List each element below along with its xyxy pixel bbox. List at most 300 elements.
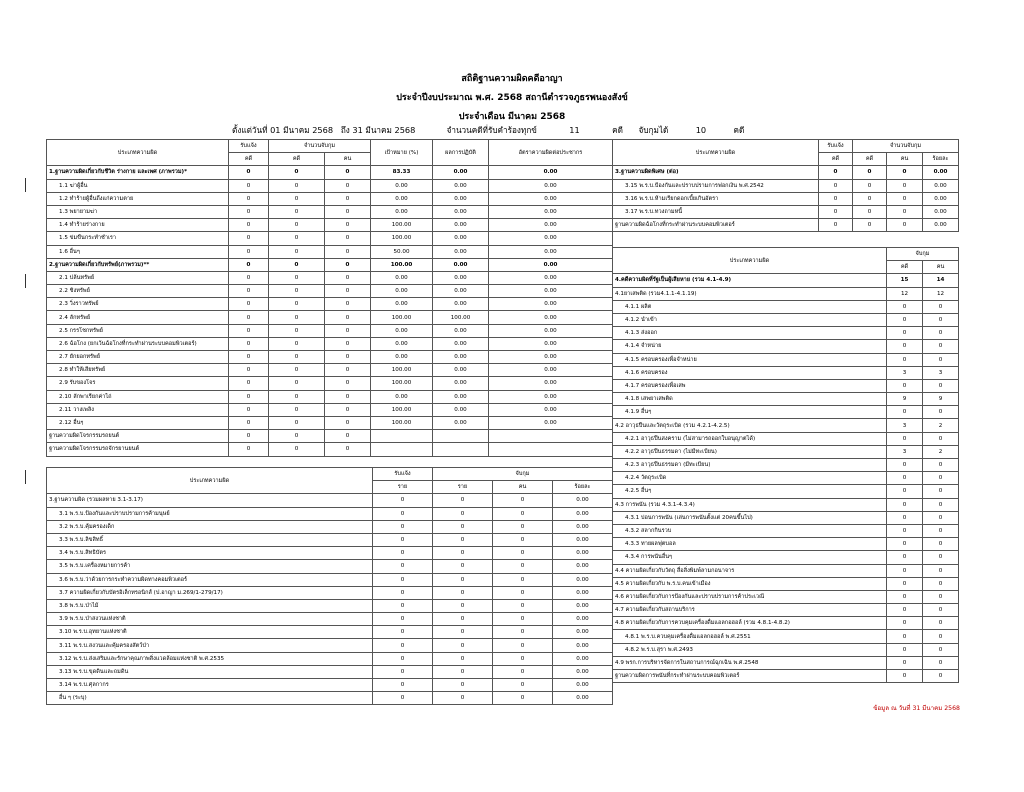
row-label: 2.1 ปล้นทรัพย์	[47, 271, 229, 284]
row-value: 0.00	[553, 586, 613, 599]
table-row	[613, 313, 959, 326]
row-value: 0	[229, 271, 269, 284]
table-row	[47, 507, 613, 520]
row-label: 2.5 กรรโชกทรัพย์	[47, 324, 229, 337]
row-value: 12	[887, 287, 923, 300]
row-value: 0	[229, 192, 269, 205]
row-value: 0	[269, 271, 325, 284]
row-value: 50.00	[371, 245, 433, 258]
row-value: 0	[433, 692, 493, 705]
row-value	[433, 443, 489, 456]
row-value: 0	[269, 403, 325, 416]
table-row	[613, 340, 959, 353]
row-value: 0	[373, 652, 433, 665]
row-value: 0	[887, 179, 923, 192]
table-row	[47, 494, 613, 507]
table-row	[47, 613, 613, 626]
margin-marker	[25, 178, 26, 192]
row-label: อื่น ๆ (ระบุ)	[47, 692, 373, 705]
row-value: 0	[325, 416, 371, 429]
row-label: 1.6 อื่นๆ	[47, 245, 229, 258]
header-reported: รับแจ้ง	[229, 140, 269, 153]
row-value: 0	[325, 311, 371, 324]
row-value: 0	[887, 670, 923, 683]
row-value: 0	[269, 311, 325, 324]
row-label: 4.1.5 ครอบครองเพื่อจำหน่าย	[613, 353, 887, 366]
row-label: 4.2.5 อื่นๆ	[613, 485, 887, 498]
row-value: 0	[269, 324, 325, 337]
table-row	[47, 364, 613, 377]
table-row	[613, 511, 959, 524]
row-value: 0	[433, 533, 493, 546]
row-label: 2.6 ฉ้อโกง (ยกเว้นฉ้อโกงที่กระทำผ่านระบบคอมพิวเตอร์)	[47, 337, 229, 350]
row-value: 0.00	[371, 179, 433, 192]
row-label: 1.5 ข่มขืนกระทำชำเรา	[47, 232, 229, 245]
row-value: 3	[923, 366, 959, 379]
table-row	[613, 617, 959, 630]
row-value: 0	[433, 560, 493, 573]
row-value: 0.00	[923, 219, 959, 232]
row-value: 0	[887, 551, 923, 564]
table-row	[613, 366, 959, 379]
header-crime-type: ประเภทความผิด	[47, 468, 373, 494]
row-value: 0.00	[553, 652, 613, 665]
header-count: ราย	[433, 481, 493, 494]
row-label: 3.10 พ.ร.บ.อุทยานแห่งชาติ	[47, 626, 373, 639]
row-value: 100.00	[371, 364, 433, 377]
row-value: 0.00	[553, 692, 613, 705]
row-value	[489, 430, 613, 443]
row-value: 0	[269, 390, 325, 403]
row-value: 0.00	[489, 166, 613, 179]
row-value: 0	[269, 337, 325, 350]
table-row	[47, 390, 613, 403]
row-value: 0	[887, 192, 923, 205]
row-value: 0.00	[371, 351, 433, 364]
table-row	[613, 472, 959, 485]
row-value: 3	[887, 445, 923, 458]
row-value: 0	[269, 205, 325, 218]
row-value: 0.00	[489, 219, 613, 232]
row-value: 2	[923, 445, 959, 458]
row-value: 0.00	[553, 520, 613, 533]
row-value: 0.00	[489, 298, 613, 311]
row-value: 100.00	[371, 258, 433, 271]
row-label: 4.3.1 บ่อนการพนัน (เล่นการพนันตั้งแต่ 20คนขึ้นไป)	[613, 511, 887, 524]
row-value: 0.00	[433, 403, 489, 416]
margin-marker	[25, 274, 26, 288]
table-row	[613, 219, 959, 232]
title-line-3: ประจำเดือน มีนาคม 2568	[458, 112, 566, 122]
row-value: 0	[373, 599, 433, 612]
row-label: 4.8.1 พ.ร.บ.ควบคุมเครื่องดื่มแอลกอฮอล์ พ.ศ.2551	[613, 630, 887, 643]
row-value: 0	[493, 507, 553, 520]
row-value: 0	[923, 340, 959, 353]
row-value: 0.00	[923, 179, 959, 192]
row-value: 0	[269, 430, 325, 443]
row-label: 3.1 พ.ร.บ.ป้องกันและปราบปรามการค้ามนุษย์	[47, 507, 373, 520]
table-row	[47, 639, 613, 652]
row-value: 0	[923, 590, 959, 603]
row-value: 0	[229, 403, 269, 416]
table-row	[613, 379, 959, 392]
row-label: 4.4 ความผิดเกี่ยวกับวัตถุ สื่อสิ่งพิมพ์ลามกอนาจาร	[613, 564, 887, 577]
row-value: 0	[325, 179, 371, 192]
row-value: 0.00	[489, 403, 613, 416]
row-value: 0	[493, 626, 553, 639]
row-value: 0	[229, 351, 269, 364]
row-value: 0	[325, 337, 371, 350]
table-row	[47, 443, 613, 456]
row-value: 0	[887, 432, 923, 445]
row-value: 0	[229, 364, 269, 377]
row-value: 0	[853, 166, 887, 179]
table-row	[613, 590, 959, 603]
row-value: 0.00	[553, 626, 613, 639]
row-value: 0.00	[433, 271, 489, 284]
table-row	[613, 656, 959, 669]
row-value: 14	[923, 274, 959, 287]
row-value: 0.00	[433, 377, 489, 390]
row-value: 0	[325, 351, 371, 364]
row-value: 0	[269, 166, 325, 179]
row-value: 0	[325, 403, 371, 416]
data-as-of-note: ข้อมูล ณ วันที่ 31 มีนาคม 2568	[873, 705, 960, 712]
table-row	[47, 179, 613, 192]
row-value: 0	[269, 245, 325, 258]
row-value: 0	[373, 547, 433, 560]
row-value: 0.00	[489, 192, 613, 205]
row-value: 0.00	[489, 390, 613, 403]
row-value: 0	[229, 205, 269, 218]
row-value	[371, 430, 433, 443]
row-label: 4.2 อาวุธปืนและวัตถุระเบิด (รวม 4.2.1-4.2.5)	[613, 419, 887, 432]
row-label: 1.2 ทำร้ายผู้อื่นถึงแก่ความตาย	[47, 192, 229, 205]
row-value: 0	[923, 432, 959, 445]
table-row	[613, 670, 959, 683]
table-row	[47, 271, 613, 284]
row-value: 0	[229, 311, 269, 324]
row-label: ฐานความผิดการพนันที่กระทำผ่านระบบคอมพิวเตอร์	[613, 670, 887, 683]
row-value: 0	[325, 298, 371, 311]
caught-label: จับกุมได้	[638, 125, 669, 135]
header-reported: รับแจ้ง	[373, 468, 433, 481]
date-from: ตั้งแต่วันที่ 01 มีนาคม 2568	[232, 125, 334, 135]
row-label: 1.3 พยายามฆ่า	[47, 205, 229, 218]
table-row	[613, 287, 959, 300]
row-label: ฐานความผิดฉ้อโกงที่กระทำผ่านระบบคอมพิวเตอร์	[613, 219, 819, 232]
crime-table-part2	[46, 467, 613, 705]
header-rate: อัตราความผิดต่อประชากร	[489, 140, 613, 166]
row-label: 1.ฐานความผิดเกี่ยวกับชีวิต ร่างกาย และเพศ (ภาพรวม)*	[47, 166, 229, 179]
row-value: 0	[887, 300, 923, 313]
row-value: 0	[433, 586, 493, 599]
row-label: 4.1.3 ส่งออก	[613, 327, 887, 340]
row-value: 0	[269, 443, 325, 456]
row-value: 0	[229, 337, 269, 350]
row-value: 0	[493, 586, 553, 599]
table-row	[613, 551, 959, 564]
row-value: 0	[923, 656, 959, 669]
row-value: 0	[819, 192, 853, 205]
title-line-2: ประจำปีงบประมาณ พ.ศ. 2568 สถานีตำรวจภูธรพนองสังข์	[396, 93, 628, 103]
row-label: 3.17 พ.ร.บ.ทวงถามหนี้	[613, 205, 819, 218]
row-value: 0	[229, 324, 269, 337]
table-row	[47, 377, 613, 390]
row-value: 0	[493, 613, 553, 626]
row-label: ฐานความผิดโจรกรรมรถจักรยานยนต์	[47, 443, 229, 456]
row-value: 0	[269, 179, 325, 192]
row-value: 0.00	[371, 390, 433, 403]
row-value: 0	[433, 679, 493, 692]
row-value: 0	[493, 494, 553, 507]
row-value: 0.00	[923, 192, 959, 205]
row-label: 4.2.1 อาวุธปืนสงคราม (ไม่สามารถออกใบอนุญาตได้)	[613, 432, 887, 445]
row-value: 100.00	[371, 311, 433, 324]
row-label: 4.5 ความผิดเกี่ยวกับ พ.ร.บ.คนเข้าเมือง	[613, 577, 887, 590]
row-value: 0	[373, 692, 433, 705]
row-value: 0	[229, 232, 269, 245]
row-value: 0	[433, 507, 493, 520]
row-value: 0	[325, 245, 371, 258]
row-value: 100.00	[371, 232, 433, 245]
row-value: 0	[229, 219, 269, 232]
row-value: 0	[373, 679, 433, 692]
row-value: 0.00	[553, 547, 613, 560]
row-value: 0.00	[433, 298, 489, 311]
row-value: 0	[887, 472, 923, 485]
row-value: 0.00	[433, 258, 489, 271]
row-value: 0	[887, 604, 923, 617]
row-value: 0	[819, 166, 853, 179]
row-value: 0	[325, 258, 371, 271]
row-label: 4.คดีความผิดที่รัฐเป็นผู้เสียหาย (รวม 4.1-4.9)	[613, 274, 887, 287]
row-value: 0.00	[489, 311, 613, 324]
table-row	[47, 416, 613, 429]
row-value: 0.00	[433, 324, 489, 337]
row-value: 0	[887, 524, 923, 537]
row-value: 0.00	[553, 507, 613, 520]
row-value: 0	[433, 626, 493, 639]
caught-value: 10	[695, 125, 707, 135]
table-row	[47, 692, 613, 705]
header-arrest: จับกุม	[887, 248, 959, 261]
row-value: 0.00	[553, 533, 613, 546]
row-value: 0.00	[433, 219, 489, 232]
row-value: 0	[373, 626, 433, 639]
row-label: 2.4 ลักทรัพย์	[47, 311, 229, 324]
row-value: 100.00	[371, 219, 433, 232]
row-value: 0.00	[433, 337, 489, 350]
row-value: 0	[923, 353, 959, 366]
row-label: 4.1ยาเสพติด (รวม4.1.1-4.1.19)	[613, 287, 887, 300]
table-row	[47, 324, 613, 337]
row-label: 4.1.1 ผลิต	[613, 300, 887, 313]
row-value: 0	[493, 533, 553, 546]
row-value: 0.00	[489, 416, 613, 429]
table-row	[47, 311, 613, 324]
row-value: 0	[433, 613, 493, 626]
row-value: 0	[887, 353, 923, 366]
table-row	[613, 179, 959, 192]
row-label: 4.7 ความผิดเกี่ยวกับสถานบริการ	[613, 604, 887, 617]
row-value: 0.00	[489, 258, 613, 271]
row-value: 0	[923, 551, 959, 564]
row-value: 0	[373, 494, 433, 507]
table-row	[47, 219, 613, 232]
row-value: 0	[923, 485, 959, 498]
row-label: 3.9 พ.ร.บ.ป่าสงวนแห่งชาติ	[47, 613, 373, 626]
table-row	[47, 166, 613, 179]
row-label: 1.1 ฆ่าผู้อื่น	[47, 179, 229, 192]
row-value: 0	[493, 547, 553, 560]
table-row	[613, 419, 959, 432]
row-value: 0.00	[553, 679, 613, 692]
row-value: 0	[325, 443, 371, 456]
row-value: 0	[229, 285, 269, 298]
row-value: 0	[853, 192, 887, 205]
report-title	[0, 70, 1024, 127]
row-value: 0	[325, 166, 371, 179]
row-value: 0	[269, 298, 325, 311]
row-label: 2.9 รับของโจร	[47, 377, 229, 390]
row-value: 0.00	[489, 245, 613, 258]
table-row	[47, 337, 613, 350]
table-row	[613, 538, 959, 551]
row-value: 0	[887, 327, 923, 340]
row-value: 0	[887, 485, 923, 498]
header-case: คดี	[269, 153, 325, 166]
row-label: 3.5 พ.ร.บ.เครื่องหมายการค้า	[47, 560, 373, 573]
row-value: 0	[373, 507, 433, 520]
cases-value: 11	[569, 125, 580, 135]
table-row	[613, 630, 959, 643]
row-value: 2	[923, 419, 959, 432]
row-value: 0	[923, 604, 959, 617]
row-label: 4.6 ความผิดเกี่ยวกับการป้องกันและปราบปรามการค้าประเวณี	[613, 590, 887, 603]
row-value: 0	[269, 351, 325, 364]
table-row	[47, 351, 613, 364]
table-row	[613, 564, 959, 577]
row-value: 0	[923, 511, 959, 524]
row-value: 0.00	[489, 205, 613, 218]
row-value: 0	[433, 652, 493, 665]
row-value: 0	[325, 271, 371, 284]
row-value: 0.00	[489, 271, 613, 284]
row-value: 0.00	[433, 192, 489, 205]
row-value: 0	[923, 406, 959, 419]
header-person: คน	[923, 261, 959, 274]
row-value: 0	[493, 560, 553, 573]
table-row	[47, 430, 613, 443]
row-value: 0	[493, 573, 553, 586]
table-row	[613, 192, 959, 205]
row-value: 0	[493, 692, 553, 705]
table-row	[47, 626, 613, 639]
row-value: 0.00	[371, 192, 433, 205]
row-value: 0	[373, 665, 433, 678]
row-value: 0.00	[489, 232, 613, 245]
row-value: 0.00	[923, 205, 959, 218]
row-value: 0	[373, 520, 433, 533]
table-row	[47, 298, 613, 311]
row-value: 0	[229, 166, 269, 179]
margin-marker	[25, 470, 26, 484]
row-value: 0.00	[489, 324, 613, 337]
row-label: 4.1.4 จำหน่าย	[613, 340, 887, 353]
table-row	[613, 577, 959, 590]
row-value: 0	[853, 179, 887, 192]
row-value: 0.00	[489, 364, 613, 377]
row-value: 0	[325, 205, 371, 218]
row-value: 0	[923, 459, 959, 472]
row-value: 0.00	[433, 205, 489, 218]
row-value: 0	[373, 533, 433, 546]
header-reported: รับแจ้ง	[819, 140, 853, 153]
table-row	[47, 520, 613, 533]
row-label: 4.8.2 พ.ร.บ.สุรา พ.ศ.2493	[613, 643, 887, 656]
table-row	[47, 652, 613, 665]
row-value: 0.00	[553, 599, 613, 612]
row-value: 0.00	[433, 285, 489, 298]
row-label: 3.16 พ.ร.บ.ห้ามเรียกดอกเบี้ยเกินอัตรา	[613, 192, 819, 205]
row-value: 0.00	[371, 337, 433, 350]
row-label: 2.7 ยักยอกทรัพย์	[47, 351, 229, 364]
row-value: 0.00	[371, 271, 433, 284]
header-percent: ร้อยละ	[923, 153, 959, 166]
row-value: 0	[325, 232, 371, 245]
row-value: 0.00	[489, 351, 613, 364]
row-value: 0	[229, 443, 269, 456]
table-row	[47, 245, 613, 258]
row-value	[371, 443, 433, 456]
row-value: 9	[887, 393, 923, 406]
row-value: 0	[887, 205, 923, 218]
row-label: 3.6 พ.ร.บ.ว่าด้วยการกระทำความผิดทางคอมพิวเตอร์	[47, 573, 373, 586]
cases-label: จำนวนคดีที่รับคำร้องทุกข์	[446, 125, 537, 135]
row-label: 2.11 วางเพลิง	[47, 403, 229, 416]
row-value: 0.00	[433, 179, 489, 192]
row-value: 0	[923, 498, 959, 511]
row-value: 0	[887, 617, 923, 630]
row-label: 2.8 ทำให้เสียทรัพย์	[47, 364, 229, 377]
row-value: 0	[373, 560, 433, 573]
row-label: 3.ฐานความผิด (รวมผลหาย 3.1-3.17)	[47, 494, 373, 507]
row-value: 0	[923, 313, 959, 326]
row-value: 0	[853, 219, 887, 232]
table-row	[613, 300, 959, 313]
row-value: 0	[887, 498, 923, 511]
table-row	[47, 403, 613, 416]
row-label: 4.2.2 อาวุธปืนธรรมดา (ไม่มีทะเบียน)	[613, 445, 887, 458]
row-value: 0.00	[433, 364, 489, 377]
row-value: 0.00	[433, 245, 489, 258]
report-meta	[232, 124, 744, 137]
header-arrest: จับกุม	[433, 468, 613, 481]
row-label: 4.3.4 การพนันอื่นๆ	[613, 551, 887, 564]
table-row	[613, 205, 959, 218]
row-value: 0	[325, 219, 371, 232]
row-label: 4.1.8 เสพยาเสพติด	[613, 393, 887, 406]
row-label: 3.7 ความผิดเกี่ยวกับบัตรอิเล็กทรอนิกส์ (ป.อาญา ม.269/1-279/17)	[47, 586, 373, 599]
row-value: 0	[269, 232, 325, 245]
table-row	[47, 573, 613, 586]
row-value: 0	[433, 520, 493, 533]
row-value: 0	[493, 665, 553, 678]
row-value: 0	[229, 298, 269, 311]
header-case: คดี	[853, 153, 887, 166]
row-label: 3.3 พ.ร.บ.ลิขสิทธิ์	[47, 533, 373, 546]
